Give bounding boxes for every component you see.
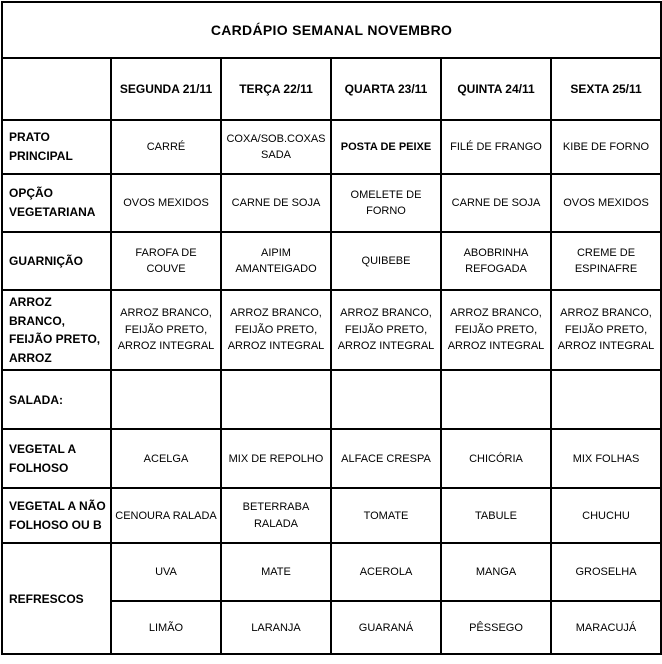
menu-cell: FAROFA DE COUVE (111, 232, 221, 290)
menu-cell: KIBE DE FORNO (551, 120, 661, 174)
menu-cell: MANGA (441, 543, 551, 601)
row-label-guarnicao: GUARNIÇÃO (2, 232, 111, 290)
menu-cell: CARRÉ (111, 120, 221, 174)
menu-cell: ARROZ BRANCO, FEIJÃO PRETO, ARROZ INTEGRAL (331, 290, 441, 370)
menu-cell-empty (441, 370, 551, 429)
menu-cell: PÊSSEGO (441, 601, 551, 654)
menu-cell-empty (551, 370, 661, 429)
column-header-terca: TERÇA 22/11 (221, 58, 331, 120)
menu-cell: POSTA DE PEIXE (331, 120, 441, 174)
menu-cell: LARANJA (221, 601, 331, 654)
menu-cell: FILÉ DE FRANGO (441, 120, 551, 174)
menu-cell: OMELETE DE FORNO (331, 174, 441, 232)
table-row (2, 290, 661, 370)
menu-cell: MIX FOLHAS (551, 429, 661, 488)
column-header-segunda: SEGUNDA 21/11 (111, 58, 221, 120)
menu-cell: ACEROLA (331, 543, 441, 601)
row-label-vegetal-folhoso: VEGETAL A FOLHOSO (2, 429, 111, 488)
table-row (2, 370, 661, 429)
column-header-quinta: QUINTA 24/11 (441, 58, 551, 120)
table-row (2, 174, 661, 232)
table-row (2, 488, 661, 543)
table-row (2, 543, 661, 601)
menu-cell: TABULE (441, 488, 551, 543)
menu-cell: MATE (221, 543, 331, 601)
menu-cell: UVA (111, 543, 221, 601)
menu-table (1, 1, 662, 655)
menu-cell: QUIBEBE (331, 232, 441, 290)
menu-cell: MARACUJÁ (551, 601, 661, 654)
menu-cell: MIX DE REPOLHO (221, 429, 331, 488)
header-empty-cell (2, 58, 111, 120)
table-row (2, 120, 661, 174)
row-label-prato-principal: PRATO PRINCIPAL (2, 120, 111, 174)
menu-cell: OVOS MEXIDOS (111, 174, 221, 232)
menu-cell: LIMÃO (111, 601, 221, 654)
menu-cell: ALFACE CRESPA (331, 429, 441, 488)
menu-cell-empty (221, 370, 331, 429)
menu-cell: CHUCHU (551, 488, 661, 543)
column-header-sexta: SEXTA 25/11 (551, 58, 661, 120)
menu-cell: ABOBRINHA REFOGADA (441, 232, 551, 290)
menu-cell: OVOS MEXIDOS (551, 174, 661, 232)
menu-cell: ARROZ BRANCO, FEIJÃO PRETO, ARROZ INTEGRAL (441, 290, 551, 370)
menu-cell: CARNE DE SOJA (221, 174, 331, 232)
row-label-refrescos: REFRESCOS (2, 543, 111, 654)
row-label-arroz-feijao: ARROZ BRANCO, FEIJÃO PRETO, ARROZ (2, 290, 111, 370)
menu-cell: CREME DE ESPINAFRE (551, 232, 661, 290)
menu-cell: CHICÓRIA (441, 429, 551, 488)
row-label-opcao-vegetariana: OPÇÃO VEGETARIANA (2, 174, 111, 232)
table-row (2, 232, 661, 290)
title-row (2, 2, 661, 58)
table-row (2, 429, 661, 488)
menu-cell: ARROZ BRANCO, FEIJÃO PRETO, ARROZ INTEGRAL (111, 290, 221, 370)
column-header-quarta: QUARTA 23/11 (331, 58, 441, 120)
menu-cell: ARROZ BRANCO, FEIJÃO PRETO, ARROZ INTEGRAL (551, 290, 661, 370)
menu-cell: CENOURA RALADA (111, 488, 221, 543)
menu-cell: TOMATE (331, 488, 441, 543)
menu-cell: BETERRABA RALADA (221, 488, 331, 543)
menu-cell-empty (331, 370, 441, 429)
header-row (2, 58, 661, 120)
menu-cell: ACELGA (111, 429, 221, 488)
menu-cell: CARNE DE SOJA (441, 174, 551, 232)
menu-cell: AIPIM AMANTEIGADO (221, 232, 331, 290)
table-title: CARDÁPIO SEMANAL NOVEMBRO (2, 2, 661, 58)
menu-cell: ARROZ BRANCO, FEIJÃO PRETO, ARROZ INTEGRAL (221, 290, 331, 370)
menu-cell: COXA/SOB.COXASSADA (221, 120, 331, 174)
row-label-salada: SALADA: (2, 370, 111, 429)
row-label-vegetal-nao-folhoso: VEGETAL A NÃO FOLHOSO OU B (2, 488, 111, 543)
menu-cell-empty (111, 370, 221, 429)
menu-cell: GROSELHA (551, 543, 661, 601)
menu-cell: GUARANÁ (331, 601, 441, 654)
